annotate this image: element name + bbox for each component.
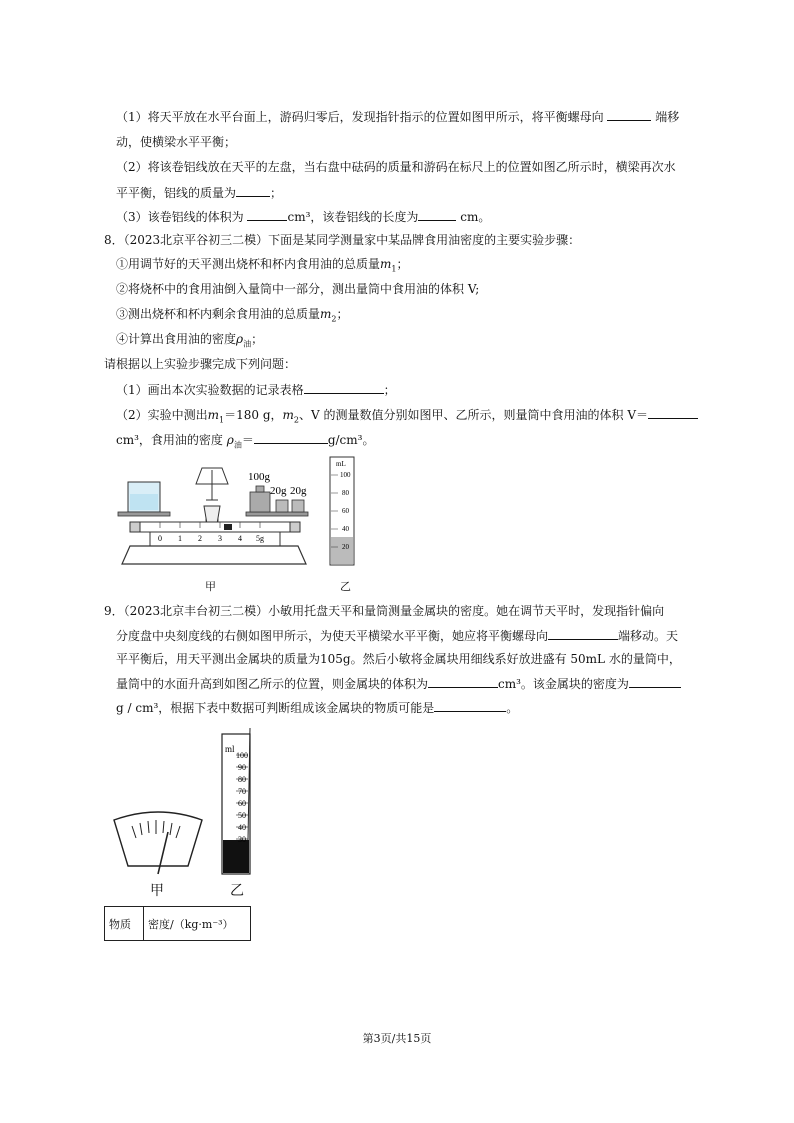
q9-line-5: g / cm³，根据下表中数据可判断组成该金属块的物质可能是 。: [116, 701, 519, 715]
q9-line-1: 9．（2023北京丰台初三二模）小敏用托盘天平和量筒测量金属块的密度。她在调节天平时，发现指针偏向: [104, 604, 665, 618]
answer-blank[interactable]: [236, 184, 270, 197]
scale-tick-label: 4: [238, 534, 242, 543]
answer-blank[interactable]: [304, 381, 384, 394]
q7-line-4: 平平衡，铝线的质量为 ；: [116, 186, 283, 200]
answer-blank[interactable]: [648, 406, 698, 419]
q9-line-3: 平平衡后，用天平测出金属块的质量为105g。然后小敏将金属块用细线系好放进盛有 50mL 水的量筒中，: [116, 652, 681, 666]
cylinder-tick-label: 100: [340, 471, 351, 479]
answer-blank[interactable]: [629, 675, 681, 688]
q7-line-2: 动，使横梁水平平衡；: [116, 135, 237, 149]
q8-part-1: （1）画出本次实验数据的记录表格 ；: [116, 383, 396, 397]
cylinder-tick-label: 40: [342, 525, 349, 533]
answer-blank[interactable]: [434, 699, 506, 712]
q8-step-3: ③测出烧杯和杯内剩余食用油的总质量$m_2$；: [116, 307, 349, 324]
answer-blank[interactable]: [254, 431, 328, 444]
q8-part-2: （2）实验中测出$m_1=180$ g，$m_2$、V 的测量数值分别如图甲、乙所示，则量筒中食用油的体积 V＝: [116, 406, 698, 428]
q7-line-5: （3）该卷铝线的体积为 cm³，该卷铝线的长度为 cm。: [116, 210, 491, 224]
scale-tick-label: 5g: [256, 534, 264, 543]
density-table: [104, 906, 251, 941]
weight-20g-label: 20g: [290, 485, 307, 497]
page-footer: 第3页/共15页: [362, 1032, 432, 1045]
q8-step-2: ②将烧杯中的食用油倒入量筒中一部分，测出量筒中食用油的体积 V;: [116, 282, 480, 296]
scale-tick-label: 1: [178, 534, 182, 543]
cylinder-tick-label: 90: [238, 763, 246, 772]
weight-100g-label: 100g: [248, 471, 270, 483]
cylinder-tick-label: 70: [238, 787, 246, 796]
cylinder-unit-label: ml: [225, 744, 235, 754]
q8-part-2-cont: cm³，食用油的密度 $\rho_油= g/cm^3$。: [116, 433, 375, 450]
q8-step-1: ①用调节好的天平测出烧杯和杯内食用油的总质量$m_1$；: [116, 257, 409, 274]
cylinder-tick-label: 20: [342, 543, 349, 551]
cylinder-tick-label: 80: [238, 775, 246, 784]
table-header-cell: 密度/（kg·m⁻³）: [144, 907, 251, 941]
cylinder-tick-label: 50: [238, 811, 246, 820]
q9-line-2: 分度盘中央刻度线的右侧如图甲所示，为使天平横梁水平平衡，她应将平衡螺母向 端移动。天: [116, 629, 679, 643]
scale-tick-label: 3: [218, 534, 222, 543]
q7-line-1: （1）将天平放在水平台面上，游码归零后，发现指针指示的位置如图甲所示，将平衡螺母向 端移: [116, 110, 680, 124]
balance-dial-figure: [110, 808, 206, 878]
cylinder-unit-label: mL: [336, 460, 346, 468]
weight-20g-label: 20g: [270, 485, 287, 497]
figure-caption-a: 甲: [150, 883, 164, 899]
scale-tick-label: 0: [158, 534, 162, 543]
cylinder-tick-label: 60: [342, 507, 349, 515]
figure-caption-b: 乙: [340, 580, 351, 593]
answer-blank[interactable]: [418, 208, 456, 221]
answer-blank[interactable]: [548, 627, 618, 640]
q7-line-3: （2）将该卷铝线放在天平的左盘，当右盘中砝码的质量和游码在标尺上的位置如图乙所示时，横梁再次水: [116, 160, 676, 174]
figure-caption-b: 乙: [230, 883, 244, 899]
answer-blank[interactable]: [428, 675, 498, 688]
cylinder-tick-label: 100: [236, 751, 248, 760]
figure-caption-a: 甲: [205, 580, 216, 593]
q8-prompt: 请根据以上实验步骤完成下列问题：: [104, 357, 297, 371]
measuring-cylinder-figure: [328, 455, 358, 570]
table-header-cell: 物质: [105, 907, 144, 941]
cylinder-tick-label: 60: [238, 799, 246, 808]
q8-heading: 8．（2023北京平谷初三二模）下面是某同学测量家中某品牌食用油密度的主要实验步骤：: [104, 233, 581, 247]
balance-figure: [110, 460, 320, 575]
q9-line-4: 量筒中的水面升高到如图乙所示的位置，则金属块的体积为 cm³。该金属块的密度为: [116, 675, 681, 692]
scale-tick-label: 2: [198, 534, 202, 543]
answer-blank[interactable]: [607, 108, 651, 121]
table-row: [105, 907, 251, 941]
q8-step-4: ④计算出食用油的密度$\rho_油$；: [116, 332, 264, 349]
cylinder-tick-label: 80: [342, 489, 349, 497]
answer-blank[interactable]: [247, 208, 287, 221]
cylinder-tick-label: 30: [238, 835, 246, 844]
measuring-cylinder-figure: [218, 728, 258, 878]
cylinder-tick-label: 40: [238, 823, 246, 832]
